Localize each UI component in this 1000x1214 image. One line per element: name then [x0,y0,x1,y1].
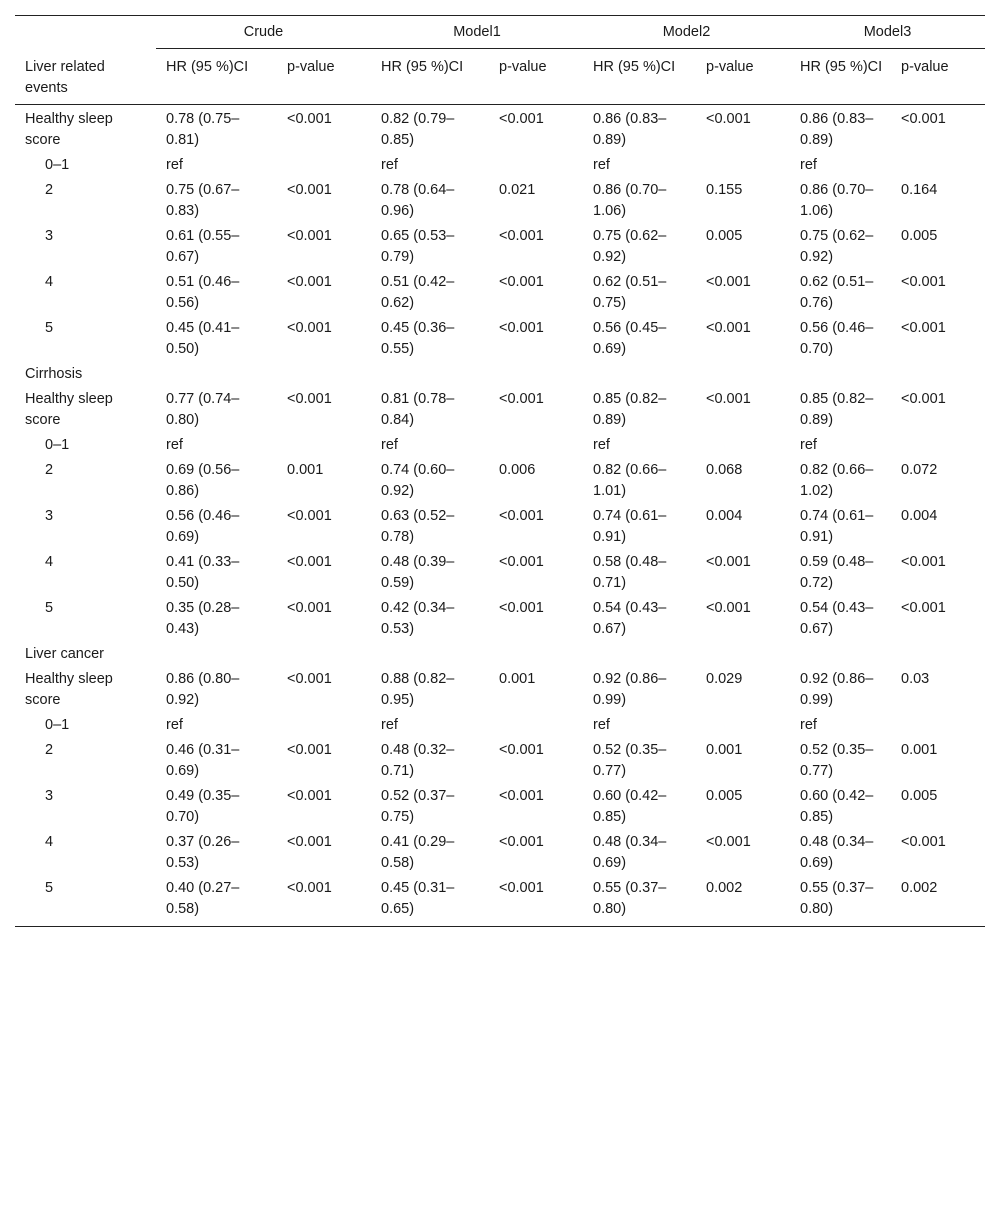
hr-cell: 0.81 (0.78–0.84) [381,390,455,428]
hr-cell: 0.58 (0.48–0.71) [593,553,667,591]
p-value-cell: <0.001 [287,273,332,290]
hr-cell: 0.69 (0.56–0.86) [166,461,240,499]
row-label: 5 [45,599,54,616]
table-header [15,16,985,105]
p-value-cell: 0.006 [499,461,536,478]
p-value-cell: 0.001 [499,670,536,687]
hr-cell: 0.52 (0.37–0.75) [381,787,455,825]
p-value-cell: 0.001 [901,741,938,758]
hr-cell: ref [166,436,183,453]
row-label: 0–1 [45,436,70,453]
p-value-cell [489,433,583,458]
p-value-cell: <0.001 [499,787,544,804]
hr-cell: ref [593,156,610,173]
hr-cell: 0.65 (0.53–0.79) [381,227,455,265]
hr-cell: 0.85 (0.82–0.89) [593,390,667,428]
table-body [15,104,985,926]
table-row [15,876,985,927]
col-hr-model3: HR (95 %)CI [790,49,891,105]
col-events: Liver related events [15,49,156,105]
hr-cell: 0.51 (0.46–0.56) [166,273,240,311]
row-label: 2 [45,741,54,758]
hr-cell: 0.59 (0.48–0.72) [800,553,874,591]
p-value-cell: <0.001 [706,599,751,616]
hr-cell: 0.74 (0.60–0.92) [381,461,455,499]
p-value-cell: <0.001 [499,741,544,758]
row-label: Healthy sleep score [25,390,113,428]
hr-cell: 0.60 (0.42–0.85) [593,787,667,825]
hr-cell: 0.60 (0.42–0.85) [800,787,874,825]
p-value-cell: <0.001 [499,507,544,524]
p-value-cell [891,153,985,178]
hr-cell: 0.41 (0.33–0.50) [166,553,240,591]
hr-cell: 0.75 (0.62–0.92) [800,227,874,265]
row-label: Healthy sleep score [25,670,113,708]
p-value-cell: 0.021 [499,181,536,198]
hr-cell: 0.56 (0.46–0.70) [800,319,874,357]
table-row [15,596,985,642]
hr-cell: 0.52 (0.35–0.77) [800,741,874,779]
hr-cell: 0.48 (0.39–0.59) [381,553,455,591]
table-row [15,458,985,504]
p-value-cell: 0.068 [706,461,743,478]
table-row [15,178,985,224]
p-value-cell [489,153,583,178]
header-spacer [15,16,156,49]
p-value-cell [277,713,371,738]
col-p-model1: p-value [489,49,583,105]
hr-cell: 0.54 (0.43–0.67) [593,599,667,637]
p-value-cell: <0.001 [499,273,544,290]
row-label: 0–1 [45,716,70,733]
hr-cell: 0.92 (0.86–0.99) [800,670,874,708]
table-row [15,104,985,153]
row-label: 5 [45,319,54,336]
hr-cell: 0.74 (0.61–0.91) [800,507,874,545]
p-value-cell: 0.072 [901,461,938,478]
p-value-cell: <0.001 [706,553,751,570]
col-p-model3: p-value [891,49,985,105]
hr-cell: 0.48 (0.34–0.69) [800,833,874,871]
p-value-cell [489,713,583,738]
p-value-cell: <0.001 [706,390,751,407]
table-row [15,153,985,178]
hr-cell: 0.51 (0.42–0.62) [381,273,455,311]
hr-cell: ref [381,156,398,173]
p-value-cell: <0.001 [499,553,544,570]
hr-cell: ref [593,716,610,733]
p-value-cell: 0.004 [901,507,938,524]
hr-cell: 0.86 (0.83–0.89) [800,110,874,148]
p-value-cell: <0.001 [287,833,332,850]
p-value-cell: 0.004 [706,507,743,524]
hr-cell: ref [166,156,183,173]
hr-cell: ref [381,436,398,453]
p-value-cell: <0.001 [287,599,332,616]
col-hr-model1: HR (95 %)CI [371,49,489,105]
row-label: 0–1 [45,156,70,173]
col-p-crude: p-value [277,49,371,105]
row-label: 4 [45,553,54,570]
hr-cell: 0.55 (0.37–0.80) [800,879,874,917]
hr-cell: 0.52 (0.35–0.77) [593,741,667,779]
col-hr-crude: HR (95 %)CI [156,49,277,105]
p-value-cell: <0.001 [706,110,751,127]
column-header-row [15,49,985,105]
col-p-model2: p-value [696,49,790,105]
p-value-cell: 0.155 [706,181,743,198]
hr-cell: 0.86 (0.70–1.06) [593,181,667,219]
p-value-cell: <0.001 [901,833,946,850]
p-value-cell: <0.001 [287,879,332,896]
hr-cell: 0.82 (0.66–1.02) [800,461,874,499]
table-row [15,433,985,458]
p-value-cell: <0.001 [706,273,751,290]
p-value-cell: <0.001 [287,227,332,244]
p-value-cell: 0.001 [287,461,324,478]
p-value-cell: <0.001 [287,181,332,198]
p-value-cell: <0.001 [287,507,332,524]
row-label: 3 [45,227,54,244]
row-label: Healthy sleep score [25,110,113,148]
p-value-cell: 0.001 [706,741,743,758]
hr-cell: 0.62 (0.51–0.75) [593,273,667,311]
group-crude: Crude [156,16,371,49]
p-value-cell [696,713,790,738]
hr-cell: 0.48 (0.32–0.71) [381,741,455,779]
row-label: 3 [45,507,54,524]
hr-cell: 0.45 (0.36–0.55) [381,319,455,357]
p-value-cell: 0.002 [901,879,938,896]
section-title: Liver cancer [25,645,104,662]
p-value-cell: 0.005 [706,227,743,244]
row-label: 3 [45,787,54,804]
hr-cell: 0.75 (0.62–0.92) [593,227,667,265]
hr-cell: 0.40 (0.27–0.58) [166,879,240,917]
hr-cell: 0.82 (0.66–1.01) [593,461,667,499]
p-value-cell: <0.001 [499,319,544,336]
row-label: 4 [45,273,54,290]
p-value-cell: 0.03 [901,670,930,687]
p-value-cell: <0.001 [287,670,332,687]
hr-cell: 0.45 (0.41–0.50) [166,319,240,357]
hr-cell: 0.62 (0.51–0.76) [800,273,874,311]
table-row [15,387,985,433]
hr-cell: 0.46 (0.31–0.69) [166,741,240,779]
row-label: 4 [45,833,54,850]
table-row [15,270,985,316]
table-row [15,738,985,784]
hr-cell: 0.88 (0.82–0.95) [381,670,455,708]
p-value-cell [277,153,371,178]
row-label: 2 [45,181,54,198]
hr-cell: 0.86 (0.80–0.92) [166,670,240,708]
p-value-cell: <0.001 [287,787,332,804]
hr-cell: 0.55 (0.37–0.80) [593,879,667,917]
hr-cell: 0.61 (0.55–0.67) [166,227,240,265]
p-value-cell: 0.002 [706,879,743,896]
hr-cell: 0.35 (0.28–0.43) [166,599,240,637]
p-value-cell: <0.001 [901,110,946,127]
hr-cell: 0.77 (0.74–0.80) [166,390,240,428]
hr-cell: ref [593,436,610,453]
table-container [15,15,985,927]
group-model2: Model2 [583,16,790,49]
p-value-cell: 0.005 [706,787,743,804]
p-value-cell: <0.001 [499,879,544,896]
table-row [15,784,985,830]
table-row [15,550,985,596]
row-label: 5 [45,879,54,896]
p-value-cell: <0.001 [706,833,751,850]
hr-cell: 0.42 (0.34–0.53) [381,599,455,637]
p-value-cell [891,713,985,738]
hr-cell: 0.48 (0.34–0.69) [593,833,667,871]
hr-cell: ref [800,156,817,173]
p-value-cell: <0.001 [287,110,332,127]
p-value-cell: <0.001 [499,599,544,616]
section-title: Cirrhosis [25,365,83,382]
hr-cell: 0.75 (0.67–0.83) [166,181,240,219]
table-row [15,504,985,550]
table-row [15,316,985,362]
p-value-cell: <0.001 [287,319,332,336]
p-value-cell: 0.164 [901,181,938,198]
hr-cell: ref [166,716,183,733]
p-value-cell: 0.005 [901,227,938,244]
p-value-cell: <0.001 [499,110,544,127]
p-value-cell: <0.001 [287,553,332,570]
hr-cell: 0.86 (0.83–0.89) [593,110,667,148]
hr-cell: 0.63 (0.52–0.78) [381,507,455,545]
p-value-cell [696,153,790,178]
section-title-row [15,642,985,667]
col-hr-model2: HR (95 %)CI [583,49,696,105]
hazard-ratio-table [15,15,985,927]
table-row [15,667,985,713]
p-value-cell: <0.001 [901,553,946,570]
table-row [15,713,985,738]
table-row [15,224,985,270]
hr-cell: 0.54 (0.43–0.67) [800,599,874,637]
group-model3: Model3 [790,16,985,49]
hr-cell: ref [800,716,817,733]
hr-cell: 0.85 (0.82–0.89) [800,390,874,428]
hr-cell: 0.86 (0.70–1.06) [800,181,874,219]
p-value-cell: <0.001 [706,319,751,336]
p-value-cell: <0.001 [901,319,946,336]
p-value-cell: <0.001 [499,390,544,407]
p-value-cell [891,433,985,458]
p-value-cell: <0.001 [499,833,544,850]
row-label: 2 [45,461,54,478]
p-value-cell [696,433,790,458]
p-value-cell: <0.001 [901,599,946,616]
p-value-cell: <0.001 [901,273,946,290]
table-row [15,830,985,876]
hr-cell: 0.49 (0.35–0.70) [166,787,240,825]
hr-cell: 0.41 (0.29–0.58) [381,833,455,871]
group-model1: Model1 [371,16,583,49]
hr-cell: 0.37 (0.26–0.53) [166,833,240,871]
hr-cell: 0.78 (0.75–0.81) [166,110,240,148]
p-value-cell: <0.001 [287,741,332,758]
p-value-cell: 0.029 [706,670,743,687]
model-group-row [15,16,985,49]
hr-cell: 0.56 (0.45–0.69) [593,319,667,357]
hr-cell: 0.74 (0.61–0.91) [593,507,667,545]
hr-cell: ref [800,436,817,453]
p-value-cell: 0.005 [901,787,938,804]
hr-cell: 0.56 (0.46–0.69) [166,507,240,545]
hr-cell: 0.92 (0.86–0.99) [593,670,667,708]
hr-cell: ref [381,716,398,733]
p-value-cell: <0.001 [901,390,946,407]
hr-cell: 0.45 (0.31–0.65) [381,879,455,917]
section-title-row [15,362,985,387]
hr-cell: 0.82 (0.79–0.85) [381,110,455,148]
hr-cell: 0.78 (0.64–0.96) [381,181,455,219]
p-value-cell: <0.001 [499,227,544,244]
p-value-cell: <0.001 [287,390,332,407]
p-value-cell [277,433,371,458]
